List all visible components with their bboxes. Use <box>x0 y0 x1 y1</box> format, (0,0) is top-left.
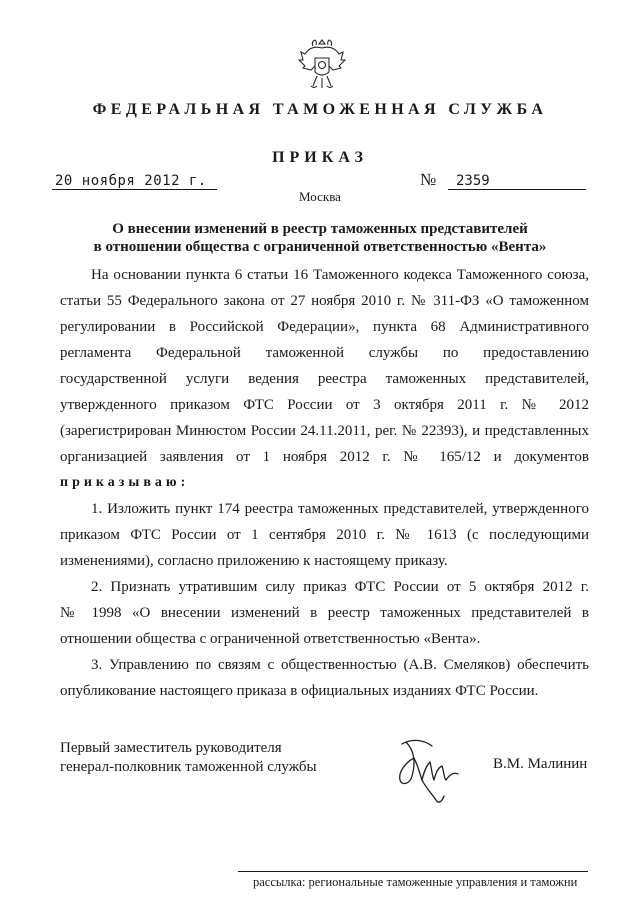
item2-line: 2. Признать утратившим силу приказ ФТС России от 5 октября 2012 г. <box>91 579 589 595</box>
item2-line: отношении общества с ограниченной ответственностью «Вента». <box>60 631 481 647</box>
item3-line: опубликование настоящего приказа в официальных изданиях ФТС России. <box>60 683 539 699</box>
signatory-role-line: генерал-полковник таможенной службы <box>60 759 317 775</box>
order-title: ПРИКАЗ <box>272 149 368 166</box>
order-number: 2359 <box>448 173 586 190</box>
signatory-role <box>60 739 317 777</box>
item1-line: приказом ФТС России от 1 сентября 2010 г. № 1613 (с последующими <box>60 527 589 543</box>
signer-name: В.М. Малинин <box>493 756 588 772</box>
preamble-line: организацией заявления от 1 ноября 2012 г. № 165/12 и документов <box>60 449 589 465</box>
agency-name: ФЕДЕРАЛЬНАЯ ТАМОЖЕННАЯ СЛУЖБА <box>92 101 548 118</box>
handwritten-signature-icon <box>392 732 474 808</box>
item1-line: изменениями), согласно приложению к настоящему приказу. <box>60 553 448 569</box>
preamble-line: регламента Федеральной таможенной службы по предоставлению <box>60 345 589 361</box>
preamble-line: государственной услуги ведения реестра таможенных представителей, <box>60 371 589 387</box>
signatory-role-line: Первый заместитель руководителя <box>60 740 282 756</box>
preamble-line: утвержденного приказом ФТС России от 3 октября 2011 г. № 2012 <box>60 397 589 413</box>
heading-line: О внесении изменений в реестр таможенных представителей <box>112 221 528 237</box>
order-number-label: № <box>420 170 437 189</box>
emblem-icon <box>297 36 347 94</box>
order-date: 20 ноября 2012 г. <box>52 173 217 190</box>
heading-line: в отношении общества с ограниченной ответственностью «Вента» <box>93 239 547 255</box>
item1-line: 1. Изложить пункт 174 реестра таможенных представителей, утвержденного <box>91 501 589 517</box>
city: Москва <box>299 189 341 204</box>
order-word: приказываю: <box>60 475 190 490</box>
distribution-note: рассылка: региональные таможенные управления и таможни <box>253 875 578 889</box>
preamble-line: На основании пункта 6 статьи 16 Таможенного кодекса Таможенного союза, <box>91 267 589 283</box>
preamble-line: (зарегистрирован Минюстом России 24.11.2011, рег. № 22393), и представленных <box>60 423 589 439</box>
item3-line: 3. Управлению по связям с общественностью (А.В. Смеляков) обеспечить <box>91 657 589 673</box>
preamble-line: регулировании в Российской Федерации», пункта 68 Административного <box>60 319 589 335</box>
footer-divider <box>238 871 588 872</box>
preamble-line: статьи 55 Федерального закона от 27 ноября 2010 г. № 311-ФЗ «О таможенном <box>60 293 589 309</box>
item2-line: № 1998 «О внесении изменений в реестр таможенных представителей в <box>60 605 589 621</box>
document-heading <box>60 220 580 256</box>
